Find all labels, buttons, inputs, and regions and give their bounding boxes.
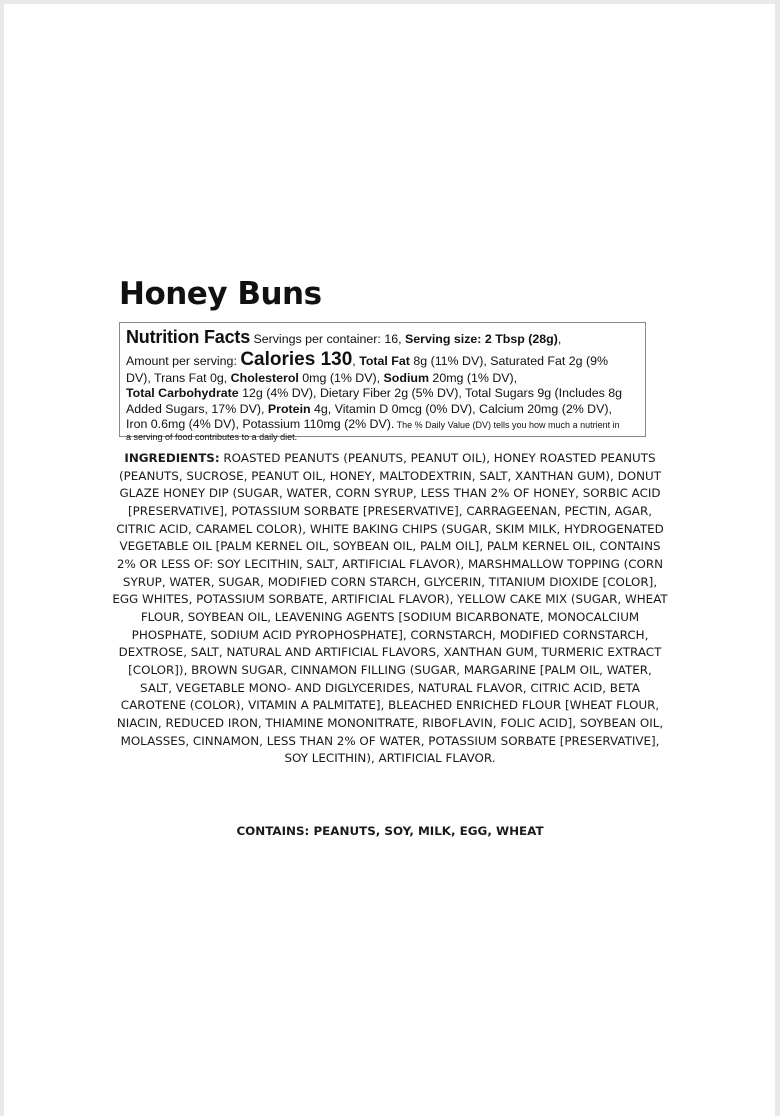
servings-per-container: Servings per container: 16, bbox=[250, 332, 405, 346]
amount-per-serving: Amount per serving: bbox=[126, 354, 241, 368]
nutrition-line-cholesterol bbox=[126, 371, 639, 386]
nutrition-facts-heading: Nutrition Facts bbox=[126, 327, 251, 347]
total-fat-label: Total Fat bbox=[359, 354, 410, 368]
trans-fat: DV), Trans Fat 0g, bbox=[126, 371, 231, 385]
cholesterol-label: Cholesterol bbox=[230, 371, 299, 385]
allergen-statement: CONTAINS: PEANUTS, SOY, MILK, EGG, WHEAT bbox=[236, 824, 544, 838]
protein-value: 4g, Vitamin D 0mcg (0% DV), Calcium 20mg (2% DV), bbox=[310, 401, 612, 416]
cholesterol-value: 0mg (1% DV), bbox=[298, 371, 384, 385]
calories: Calories 130 bbox=[240, 350, 353, 370]
daily-value-footnote-b: a serving of food contributes to a daily diet. bbox=[126, 432, 298, 443]
nutrition-line-protein bbox=[126, 402, 639, 417]
ingredients-statement bbox=[112, 450, 668, 768]
calories-comma: , bbox=[352, 354, 360, 368]
sodium-value: 20mg (1% DV), bbox=[428, 371, 518, 385]
serving-size-tail: , bbox=[557, 332, 562, 346]
daily-value-footnote-a: The % Daily Value (DV) tells you how much a nutrient in bbox=[394, 419, 620, 430]
nutrition-line-servings bbox=[126, 327, 639, 349]
iron-potassium: Iron 0.6mg (4% DV), Potassium 110mg (2% DV). bbox=[126, 416, 395, 431]
label-page bbox=[4, 4, 775, 1116]
nutrition-facts-panel bbox=[119, 322, 646, 443]
product-title: Honey Buns bbox=[119, 276, 322, 312]
carbohydrate-value: 12g (4% DV), Dietary Fiber 2g (5% DV), Total Sugars 9g (Includes 8g bbox=[238, 386, 623, 401]
sodium-label: Sodium bbox=[383, 371, 429, 385]
nutrition-line-carbohydrate bbox=[126, 386, 639, 401]
ingredients-list: ROASTED PEANUTS (PEANUTS, PEANUT OIL), HONEY ROASTED PEANUTS (PEANUTS, SUCROSE, PEANUT OIL, HONEY, MALTODEXTRIN, SALT, XANTHAN GUM), DONUT GLAZE HONEY DIP (SUGAR, WATER, CORN SYRUP, LESS THAN 2% OF HONEY, SORBIC ACID [PRESERVATIVE], POTASSIUM SORBATE [PRESERVATIVE], CARRAGEENAN, PECTIN, AGAR, CITRIC ACID, CARAMEL COLOR), WHITE BAKING CHIPS (SUGAR, SKIM MILK, HYDROGENATED VEGETABLE OIL [PALM KERNEL OIL, SOYBEAN OIL, PALM OIL], PALM KERNEL OIL, CONTAINS 2% OR LESS OF: SOY LECITHIN, SALT, ARTIFICIAL FLAVOR), MARSHMALLOW TOPPING (CORN SYRUP, WATER, SUGAR, MODIFIED CORN STARCH, GLYCERIN, TITANIUM DIOXIDE [COLOR], EGG WHITES, POTASSIUM SORBATE, ARTIFICIAL FLAVOR), YELLOW CAKE MIX (SUGAR, WHEAT FLOUR, SOYBEAN OIL, LEAVENING AGENTS [SODIUM BICARBONATE, MONOCALCIUM PHOSPHATE, SODIUM ACID PYROPHOSPHATE], CORNSTARCH, MODIFIED CORNSTARCH, DEXTROSE, SALT, NATURAL AND ARTIFICIAL FLAVORS, XANTHAN GUM, TURMERIC EXTRACT [COLOR]), BROWN SUGAR, CINNAMON FILLING (SUGAR, MARGARINE [PALM OIL, WATER, SALT, VEGETABLE MONO- AND DIGLYCERIDES, NATURAL FLAVOR, CITRIC ACID, BETA CAROTENE (COLOR), VITAMIN A PALMITATE], BLEACHED ENRICHED FLOUR [WHEAT FLOUR, NIACIN, REDUCED IRON, THIAMINE MONONITRATE, RIBOFLAVIN, FOLIC ACID], SOYBEAN OIL, MOLASSES, CINNAMON, LESS THAN 2% OF WATER, POTASSIUM SORBATE [PRESERVATIVE], SOY LECITHIN), ARTIFICIAL FLAVOR. bbox=[112, 451, 668, 766]
carbohydrate-label: Total Carbohydrate bbox=[126, 386, 239, 401]
total-fat-value: 8g (11% DV), Saturated Fat 2g (9% bbox=[409, 354, 609, 368]
ingredients-label: INGREDIENTS: bbox=[124, 451, 220, 465]
protein-label: Protein bbox=[267, 401, 311, 416]
added-sugars: Added Sugars, 17% DV), bbox=[126, 401, 268, 416]
serving-size: Serving size: 2 Tbsp (28g) bbox=[404, 332, 558, 346]
nutrition-line-calories bbox=[126, 350, 639, 371]
nutrition-line-minerals bbox=[126, 417, 639, 432]
